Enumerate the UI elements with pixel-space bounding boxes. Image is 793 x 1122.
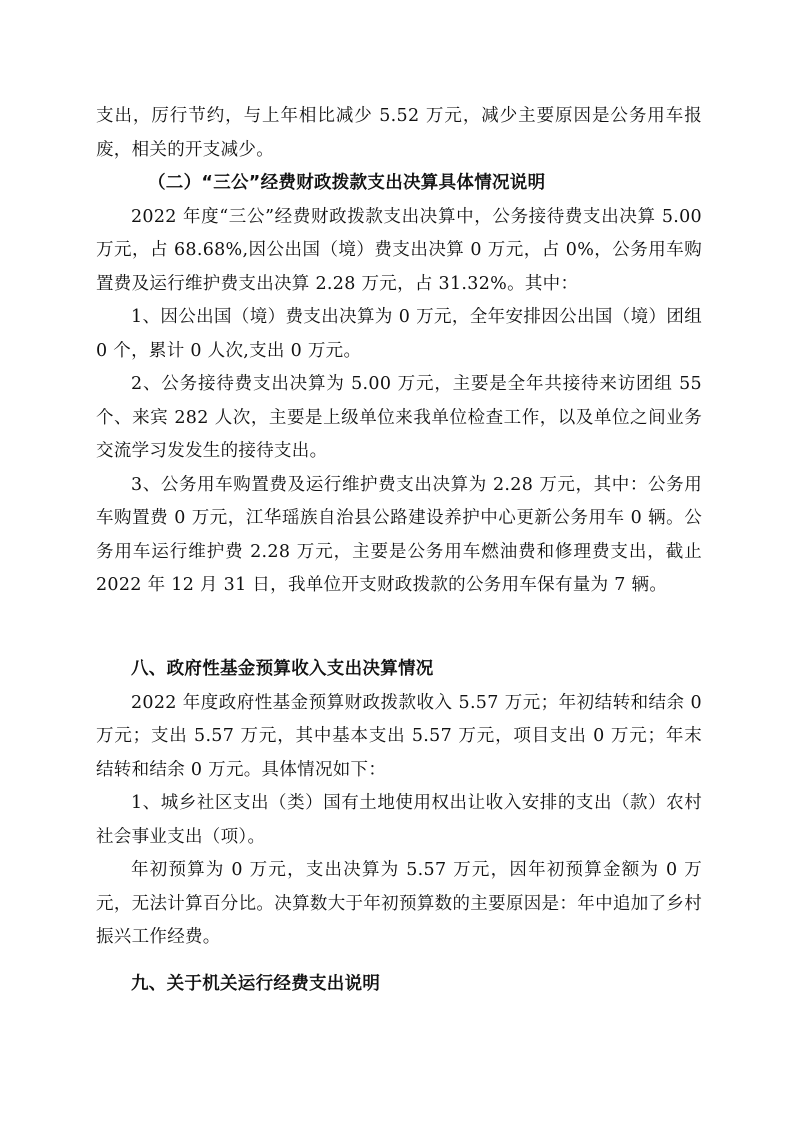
section-heading-operating-expenses: 九、关于机关运行经费支出说明 (131, 974, 381, 994)
content-block-1 (96, 100, 702, 603)
paragraph-vehicle: 3、公务用车购置费及运行维护费支出决算为 2.28 万元，其中：公务用车购置费 0 万元，江华瑶族自治县公路建设养护中心更新公务用车 0 辆。公务用车运行维护费 2.28 万元，主要是公务用车燃油费和修理费支出，截止 2022 年 12 月 31 日，我单位开支财政拨款的公务用车保有量为 7 辆。 (96, 474, 702, 595)
paragraph-fund-budget-detail: 年初预算为 0 万元，支出决算为 5.57 万元，因年初预算金额为 0 万元，无法计算百分比。决算数大于年初预算数的主要原因是：年中追加了乡村振兴工作经费。 (96, 860, 702, 947)
content-block-2 (96, 653, 702, 955)
section-heading-sangong: （二）“三公”经费财政拨款支出决算具体情况说明 (148, 173, 546, 193)
paragraph-overseas-travel: 1、因公出国（境）费支出决算为 0 万元，全年安排因公出国（境）团组 0 个，累计 0 人次,支出 0 万元。 (96, 307, 702, 361)
paragraph-continuation: 支出，厉行节约，与上年相比减少 5.52 万元，减少主要原因是公务用车报废，相关的开支减少。 (96, 106, 702, 160)
paragraph-fund-summary: 2022 年度政府性基金预算财政拨款收入 5.57 万元；年初结转和结余 0 万元；支出 5.57 万元，其中基本支出 5.57 万元，项目支出 0 万元；年末结转和结余 0 万元。具体情况如下： (96, 692, 702, 780)
content-block-3 (96, 968, 702, 1002)
paragraph-fund-item: 1、城乡社区支出（类）国有土地使用权出让收入安排的支出（款）农村社会事业支出（项）。 (96, 793, 702, 847)
section-heading-fund-budget: 八、政府性基金预算收入支出决算情况 (131, 659, 434, 679)
paragraph-sangong-summary: 2022 年度“三公”经费财政拨款支出决算中，公务接待费支出决算 5.00 万元，占 68.68%,因公出国（境）费支出决算 0 万元，占 0%，公务用车购置费及运行维护费支出决算 2.28 万元，占 31.32%。其中： (96, 206, 702, 294)
paragraph-reception: 2、公务接待费支出决算为 5.00 万元，主要是全年共接待来访团组 55 个、来宾 282 人次，主要是上级单位来我单位检查工作，以及单位之间业务交流学习发发生的接待支出。 (96, 374, 702, 461)
